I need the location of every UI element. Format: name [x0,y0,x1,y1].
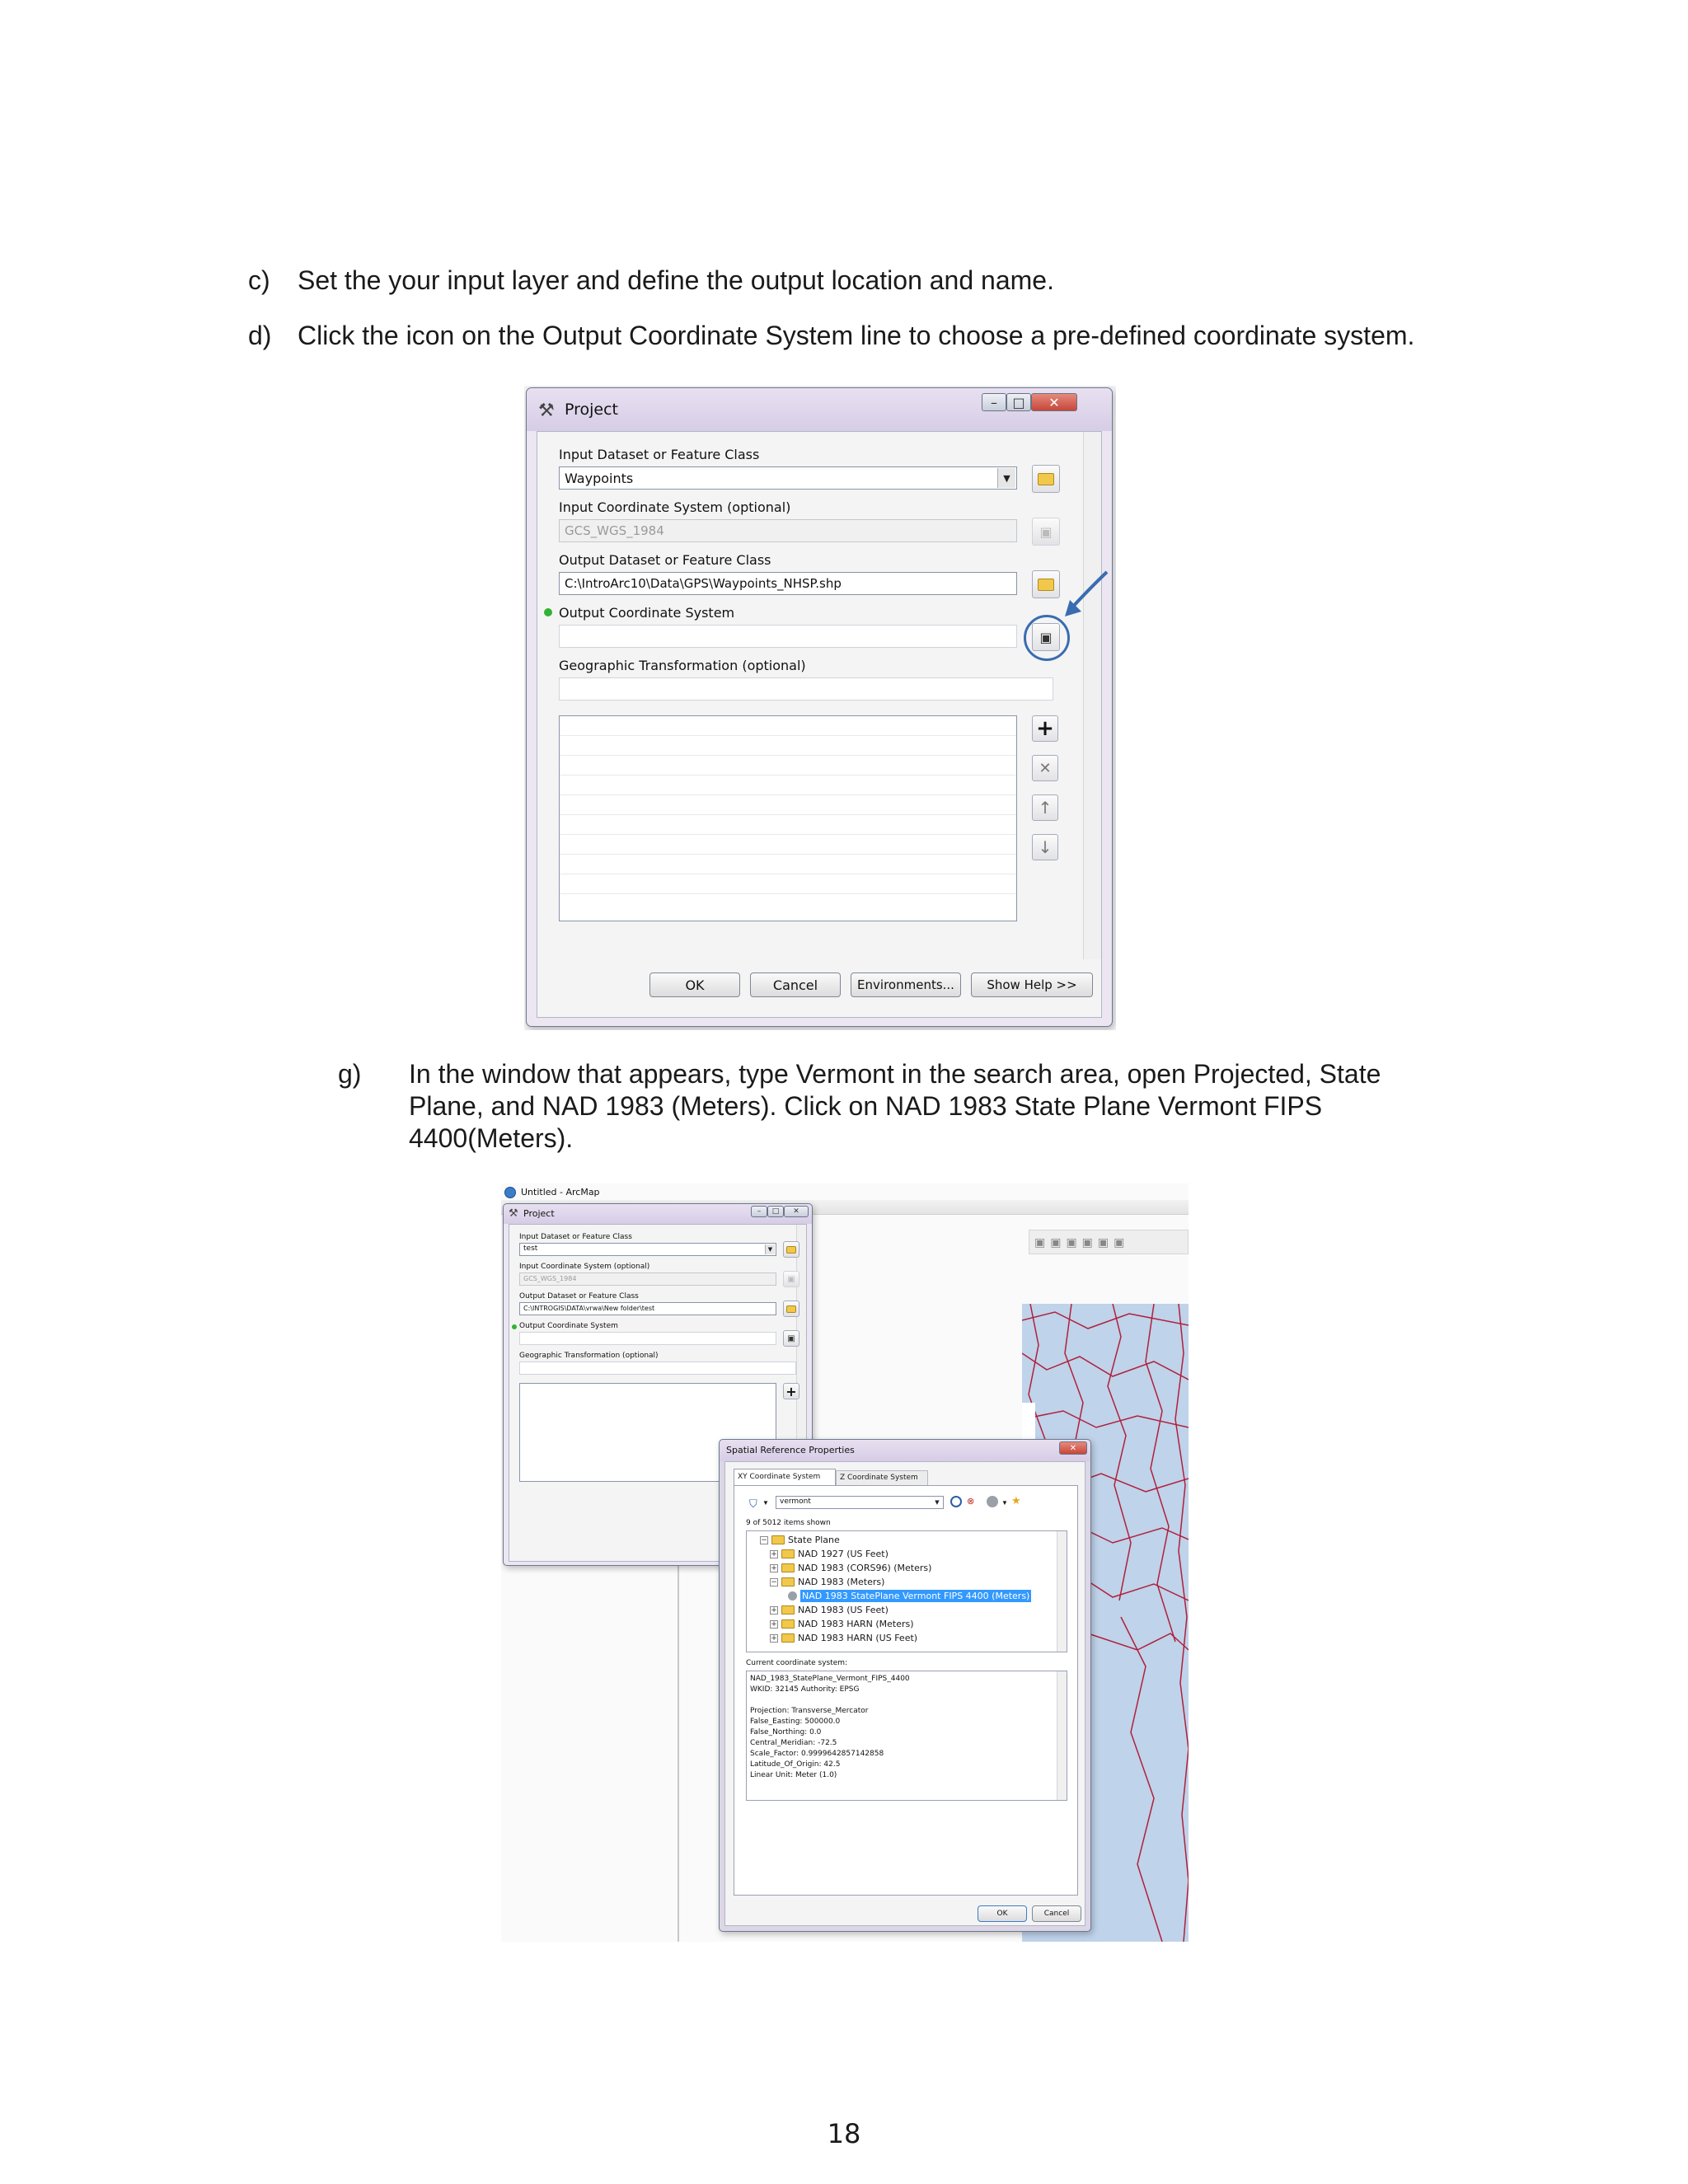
step-d-text: Click the icon on the Output Coordinate System line to choose a pre-defined coordinate system. [298,321,1415,350]
folder-icon [1038,579,1054,591]
folder-icon [1038,473,1054,485]
annotation-arrow-icon [1062,567,1111,625]
move-up-button[interactable]: ↑ [1032,794,1058,821]
geo-transform-field[interactable] [519,1361,796,1375]
cs-detail-line: Latitude_Of_Origin: 42.5 [750,1760,841,1769]
cs-detail-line: False_Easting: 500000.0 [750,1718,841,1726]
tree-item-harn-usfeet[interactable]: + NAD 1983 HARN (US Feet) [771,1633,918,1643]
tree-scrollbar[interactable] [1057,1531,1067,1652]
cs-detail-line: False_Northing: 0.0 [750,1728,822,1736]
tab-xy-coordinate-system[interactable]: XY Coordinate System [734,1469,836,1485]
srp-titlebar [720,1440,1090,1461]
srp-title: Spatial Reference Properties [726,1445,855,1455]
transformation-list[interactable] [559,715,1017,921]
input-dataset-select[interactable]: test ▼ [519,1243,776,1256]
close-button[interactable]: ✕ [784,1206,809,1217]
coordinate-system-tree[interactable] [746,1530,1067,1652]
list-row [560,874,1016,894]
project-title: Project [565,401,619,419]
dialog-scrollbar[interactable] [1083,432,1101,959]
globe-icon [788,1591,797,1601]
list-row [560,795,1016,815]
step-d [248,320,1567,353]
page-number: 18 [827,2118,861,2149]
dialog-scrollbar[interactable] [796,1225,806,1472]
step-g-line-2: Plane, and NAD 1983 (Meters). Click on NAD 1983 State Plane Vermont FIPS [409,1091,1323,1121]
cancel-button[interactable]: Cancel [750,972,841,997]
list-row [560,855,1016,874]
tree-item-nad1983-usfeet[interactable]: + NAD 1983 (US Feet) [771,1605,889,1615]
open-folder-button[interactable] [1032,465,1060,493]
output-folder-button[interactable] [783,1301,799,1317]
add-button[interactable]: + [1032,715,1058,742]
list-row [560,736,1016,756]
folder-icon [786,1305,796,1313]
output-cs-properties-button[interactable]: ▣ [783,1330,799,1347]
remove-button[interactable]: ✕ [1032,755,1058,781]
search-input[interactable]: vermont ▼ [776,1496,944,1509]
arcmap-title: Untitled - ArcMap [521,1187,600,1197]
srp-cancel-button[interactable]: Cancel [1032,1905,1081,1922]
output-cs-properties-button[interactable]: ▣ [1032,623,1060,651]
tree-item-nad1927[interactable]: + NAD 1927 (US Feet) [771,1549,889,1559]
screenshot-project-dialog [524,386,1116,1030]
input-dataset-label: Input Dataset or Feature Class [519,1233,632,1241]
step-c [248,265,1567,298]
output-cs-label: Output Coordinate System [559,605,735,621]
list-row [560,776,1016,795]
input-cs-properties-button: ▣ [783,1271,799,1287]
output-cs-label: Output Coordinate System [519,1322,618,1330]
step-d-marker: d) [248,321,272,350]
tree-item-harn-meters[interactable]: + NAD 1983 HARN (Meters) [771,1619,914,1629]
tab-panel [734,1485,1078,1896]
toolbar-icons: ▣▣▣▣▣▣ [1034,1235,1130,1249]
cs-detail-line: WKID: 32145 Authority: EPSG [750,1685,860,1694]
output-cs-field[interactable] [519,1332,776,1345]
minimize-button[interactable]: – [751,1206,767,1217]
minimize-button[interactable]: – [982,393,1006,411]
chevron-down-icon[interactable]: ▼ [997,468,1015,488]
project-titlebar-2 [504,1204,812,1224]
output-cs-field[interactable] [559,625,1017,648]
clear-search-icon[interactable]: ⊗ [967,1497,975,1507]
output-dataset-field[interactable]: C:\INTROGIS\DATA\vrwa\New folder\test [519,1302,776,1315]
output-dataset-label: Output Dataset or Feature Class [559,552,771,568]
maximize-button[interactable]: □ [767,1206,784,1217]
open-folder-button[interactable] [783,1241,799,1258]
step-g-line-1: In the window that appears, type Vermont in the search area, open Projected, State [409,1059,1381,1089]
required-dot-icon [544,608,552,616]
output-folder-button[interactable] [1032,570,1060,598]
globe-icon[interactable] [987,1496,998,1507]
list-row [560,815,1016,835]
list-row [560,756,1016,776]
project-titlebar [527,388,1112,431]
input-cs-field: GCS_WGS_1984 [559,519,1017,542]
cs-detail-line: Central_Meridian: -72.5 [750,1739,837,1747]
spatial-reference-window [719,1439,1091,1932]
show-help-button[interactable]: Show Help >> [971,972,1093,997]
step-c-text: Set the your input layer and define the output location and name. [298,265,1054,295]
tab-z-coordinate-system[interactable]: Z Coordinate System [836,1470,928,1485]
favorite-star-icon[interactable]: ★ [1011,1494,1021,1507]
list-row [560,835,1016,855]
tree-item-nad1983-cors96[interactable]: + NAD 1983 (CORS96) (Meters) [771,1563,932,1573]
close-button[interactable]: ✕ [1059,1441,1087,1455]
project-title-2: Project [523,1208,555,1219]
tree-item-vermont-selected[interactable]: NAD 1983 StatePlane Vermont FIPS 4400 (Meters) [788,1589,1031,1603]
step-g-marker: g) [338,1059,362,1089]
input-cs-field: GCS_WGS_1984 [519,1272,776,1286]
output-dataset-field[interactable]: C:\IntroArc10\Data\GPS\Waypoints_NHSP.shp [559,572,1017,595]
geo-transform-field[interactable] [559,677,1053,701]
details-scrollbar[interactable] [1057,1671,1067,1800]
hammer-icon: ⚒ [509,1207,518,1219]
input-cs-label: Input Coordinate System (optional) [519,1263,650,1271]
required-dot-icon [512,1324,517,1329]
tree-item-nad1983-meters[interactable]: − NAD 1983 (Meters) [771,1577,885,1587]
step-g-line-3: 4400(Meters). [409,1123,574,1153]
geo-transform-label: Geographic Transformation (optional) [519,1352,659,1360]
move-down-button[interactable]: ↓ [1032,834,1058,860]
current-cs-details [746,1671,1067,1801]
input-cs-label: Input Coordinate System (optional) [559,499,791,515]
environments-button[interactable]: Environments... [851,972,961,997]
items-shown-count: 9 of 5012 items shown [746,1519,831,1527]
input-dataset-select[interactable]: Waypoints ▼ [559,466,1017,490]
arcmap-globe-icon [504,1187,516,1198]
search-icon[interactable] [950,1496,962,1507]
cs-detail-line: Scale_Factor: 0.9999642857142858 [750,1750,884,1758]
hammer-icon: ⚒ [538,400,555,420]
screenshot-spatial-reference [501,1183,1189,1942]
tree-item-state-plane[interactable]: − State Plane [761,1535,840,1545]
geo-transform-label: Geographic Transformation (optional) [559,658,806,673]
input-dataset-label: Input Dataset or Feature Class [559,447,760,462]
add-button[interactable]: + [783,1383,799,1399]
input-cs-properties-button: ▣ [1032,518,1060,546]
srp-body [724,1461,1085,1926]
chevron-down-icon[interactable]: ▼ [932,1497,942,1507]
current-cs-label: Current coordinate system: [746,1659,848,1667]
list-row [560,716,1016,736]
step-c-marker: c) [248,265,270,295]
output-dataset-label: Output Dataset or Feature Class [519,1292,639,1301]
srp-ok-button[interactable]: OK [978,1905,1027,1922]
ok-button[interactable]: OK [649,972,740,997]
chevron-down-icon[interactable]: ▼ [1001,1499,1008,1507]
cs-detail-line: NAD_1983_StatePlane_Vermont_FIPS_4400 [750,1675,910,1683]
project-body [537,431,1102,1018]
close-button[interactable]: ✕ [1031,393,1077,411]
folder-icon [786,1246,796,1254]
maximize-button[interactable]: □ [1006,393,1031,411]
step-g [338,1058,1492,1157]
chevron-down-icon[interactable]: ▼ [762,1499,769,1507]
cs-detail-line: Projection: Transverse_Mercator [750,1707,869,1715]
chevron-down-icon[interactable]: ▼ [765,1244,775,1254]
arcmap-toolbar [1029,1230,1189,1254]
filter-icon[interactable]: ⛉ [749,1497,757,1510]
table-of-contents-divider [678,1563,679,1942]
cs-detail-line: Linear Unit: Meter (1.0) [750,1771,837,1779]
project-window [526,387,1113,1027]
